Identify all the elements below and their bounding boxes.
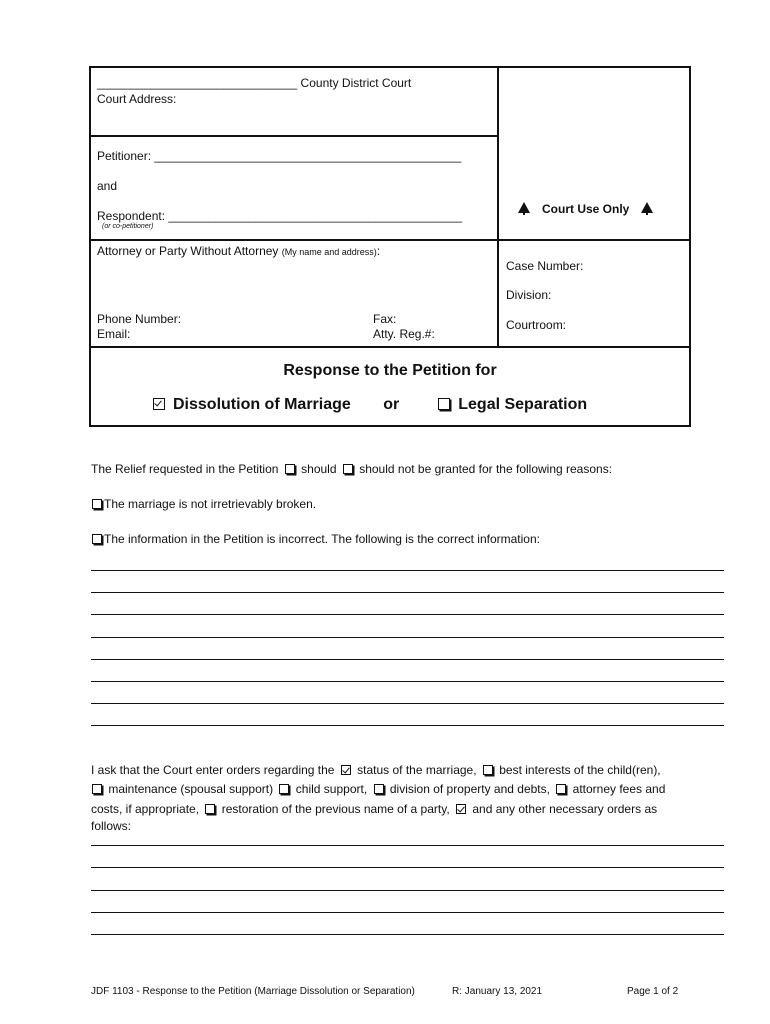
relief-text: The Relief requested in the Petition <box>91 462 279 476</box>
court-address-label: Court Address: <box>97 92 177 106</box>
or-label: or <box>383 396 400 413</box>
dissolution-checkbox[interactable] <box>153 398 165 410</box>
orders-line-2 <box>91 782 665 796</box>
division-label[interactable]: Division: <box>506 288 552 302</box>
case-number-label[interactable]: Case Number: <box>506 259 584 273</box>
footer-page-number: Page 1 of 2 <box>627 986 679 997</box>
not-broken-checkbox[interactable] <box>92 499 102 509</box>
incorrect-checkbox[interactable] <box>92 534 102 544</box>
attorney-label <box>97 244 380 259</box>
respondent-field[interactable]: Respondent: ____________________________________________ <box>97 209 463 223</box>
dissolution-label: Dissolution of Marriage <box>173 396 351 413</box>
writing-line[interactable] <box>91 890 724 891</box>
should-not-checkbox[interactable] <box>343 464 353 474</box>
writing-line[interactable] <box>91 725 724 726</box>
writing-line[interactable] <box>91 614 724 615</box>
fax-label[interactable]: Fax: <box>373 312 397 326</box>
co-petitioner-caption: (or co-petitioner) <box>102 223 154 230</box>
courtroom-label[interactable]: Courtroom: <box>506 318 567 332</box>
court-name-line[interactable]: ______________________________ County District Court <box>97 76 412 90</box>
writing-line[interactable] <box>91 570 724 571</box>
should-checkbox[interactable] <box>285 464 295 474</box>
email-label[interactable]: Email: <box>97 327 131 341</box>
writing-line[interactable] <box>91 867 724 868</box>
caption-divider-title <box>89 346 691 348</box>
orders-line-3 <box>91 802 657 816</box>
incorrect-option <box>91 532 540 546</box>
status-checkbox[interactable] <box>341 765 351 775</box>
maintenance-checkbox[interactable] <box>92 784 102 794</box>
best-interests-label: best interests of the child(ren), <box>499 763 661 777</box>
child-support-checkbox[interactable] <box>279 784 289 794</box>
costs-label: costs, if appropriate, <box>91 802 200 816</box>
attorney-note: (My name and address) <box>281 247 377 257</box>
legal-separation-label: Legal Separation <box>458 396 588 413</box>
form-title: Response to the Petition for <box>283 362 497 379</box>
best-interests-checkbox[interactable] <box>483 765 493 775</box>
division-property-label: division of property and debts, <box>389 782 550 796</box>
child-support-label: child support, <box>295 782 368 796</box>
attorney-fees-label: attorney fees and <box>572 782 666 796</box>
should-label: should <box>301 462 337 476</box>
attorney-colon: : <box>376 244 381 258</box>
writing-line[interactable] <box>91 681 724 682</box>
writing-line[interactable] <box>91 703 724 704</box>
footer-revision: R: January 13, 2021 <box>452 986 543 997</box>
incorrect-label: The information in the Petition is incorrect. The following is the correct information: <box>104 532 540 546</box>
court-use-only <box>518 202 653 216</box>
atty-reg-label[interactable]: Atty. Reg.#: <box>373 327 435 341</box>
status-label: status of the marriage, <box>357 763 477 777</box>
restoration-label: restoration of the previous name of a party, <box>221 802 450 816</box>
caption-divider-court <box>89 135 498 137</box>
writing-line[interactable] <box>91 934 724 935</box>
other-orders-checkbox[interactable] <box>456 804 466 814</box>
orders-intro: I ask that the Court enter orders regarding the <box>91 763 335 777</box>
other-orders-label: and any other necessary orders as <box>472 802 658 816</box>
caption-divider-attorney <box>89 239 691 241</box>
court-use-only-label: Court Use Only <box>542 202 630 216</box>
orders-line-1 <box>91 763 661 777</box>
phone-label[interactable]: Phone Number: <box>97 312 182 326</box>
form-type-options <box>150 396 587 414</box>
attorney-text: Attorney or Party Without Attorney <box>97 244 279 258</box>
and-label: and <box>97 179 118 193</box>
legal-separation-checkbox[interactable] <box>438 398 450 410</box>
follows-label: follows: <box>91 819 132 833</box>
not-broken-label: The marriage is not irretrievably broken. <box>104 497 317 511</box>
up-arrow-icon-right <box>641 202 653 213</box>
writing-line[interactable] <box>91 592 724 593</box>
restoration-checkbox[interactable] <box>205 804 215 814</box>
caption-vertical-divider <box>497 66 499 347</box>
attorney-fees-checkbox[interactable] <box>556 784 566 794</box>
should-not-label: should not be granted for the following reasons: <box>359 462 613 476</box>
up-arrow-icon-left <box>518 202 530 213</box>
division-checkbox[interactable] <box>374 784 384 794</box>
footer-form-id: JDF 1103 - Response to the Petition (Marriage Dissolution or Separation) <box>91 986 415 997</box>
maintenance-label: maintenance (spousal support) <box>108 782 274 796</box>
writing-line[interactable] <box>91 845 724 846</box>
writing-line[interactable] <box>91 637 724 638</box>
writing-line[interactable] <box>91 912 724 913</box>
not-broken-option <box>91 497 316 511</box>
relief-line <box>91 462 612 476</box>
petitioner-field[interactable]: Petitioner: ______________________________________________ <box>97 149 462 163</box>
writing-line[interactable] <box>91 659 724 660</box>
